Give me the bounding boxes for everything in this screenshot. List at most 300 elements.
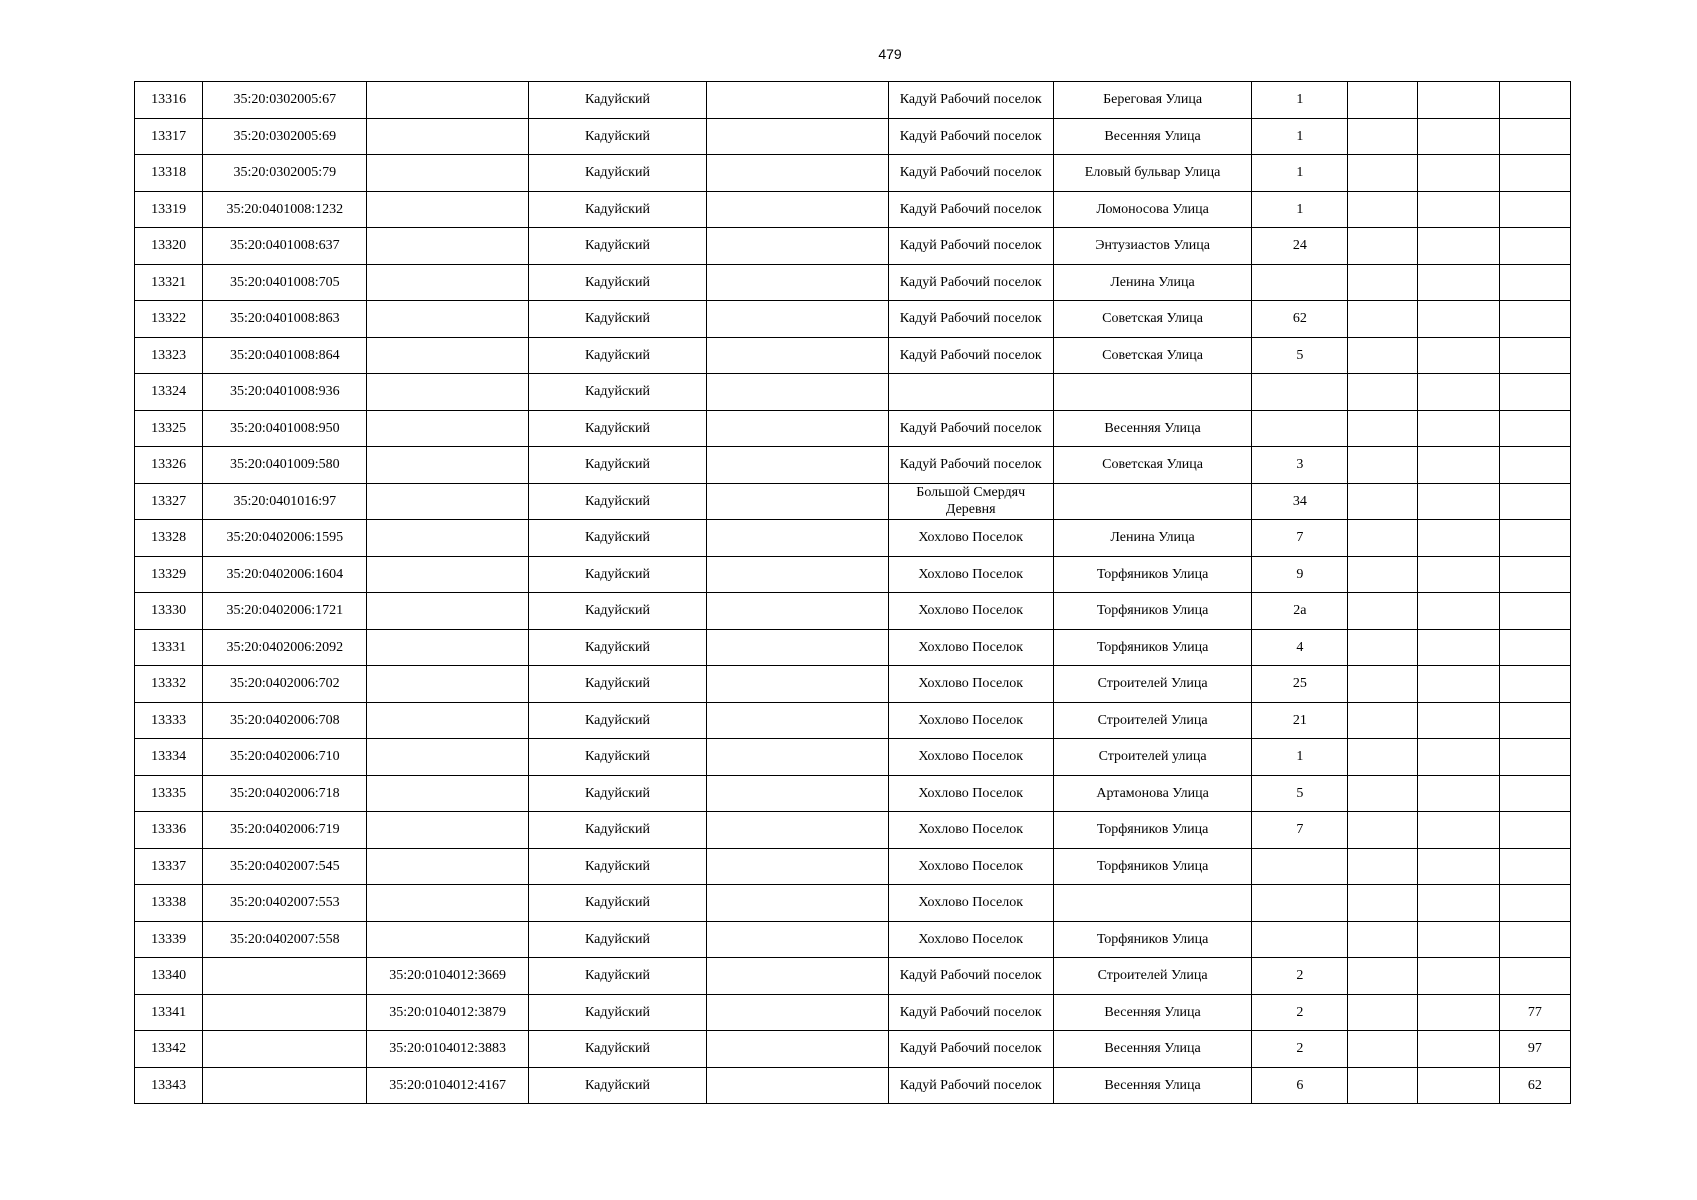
building-cell bbox=[1348, 1031, 1417, 1068]
building-cell bbox=[1348, 337, 1417, 374]
linked-cadastral-number-cell bbox=[367, 885, 528, 922]
table-row bbox=[135, 337, 1571, 374]
municipality-cell bbox=[707, 483, 888, 520]
house-number-cell: 2 bbox=[1252, 1031, 1348, 1068]
structure-cell bbox=[1417, 1067, 1499, 1104]
municipality-cell bbox=[707, 264, 888, 301]
row-number-cell: 13337 bbox=[135, 848, 203, 885]
district-cell: Кадуйский bbox=[528, 958, 706, 995]
table-row bbox=[135, 374, 1571, 411]
settlement-cell: Хохлово Поселок bbox=[888, 848, 1053, 885]
street-cell: Торфяников Улица bbox=[1053, 593, 1251, 630]
cadastral-number-cell: 35:20:0401008:936 bbox=[203, 374, 367, 411]
municipality-cell bbox=[707, 155, 888, 192]
table-row bbox=[135, 1067, 1571, 1104]
structure-cell bbox=[1417, 337, 1499, 374]
building-cell bbox=[1348, 374, 1417, 411]
row-number-cell: 13332 bbox=[135, 666, 203, 703]
district-cell: Кадуйский bbox=[528, 1067, 706, 1104]
building-cell bbox=[1348, 958, 1417, 995]
linked-cadastral-number-cell bbox=[367, 775, 528, 812]
apartment-cell bbox=[1499, 337, 1570, 374]
building-cell bbox=[1348, 155, 1417, 192]
cadastral-number-cell: 35:20:0401008:1232 bbox=[203, 191, 367, 228]
apartment-cell bbox=[1499, 520, 1570, 557]
municipality-cell bbox=[707, 118, 888, 155]
street-cell: Береговая Улица bbox=[1053, 82, 1251, 119]
apartment-cell: 62 bbox=[1499, 1067, 1570, 1104]
cadastral-number-cell: 35:20:0401008:864 bbox=[203, 337, 367, 374]
cadastral-number-cell: 35:20:0402006:710 bbox=[203, 739, 367, 776]
row-number-cell: 13338 bbox=[135, 885, 203, 922]
building-cell bbox=[1348, 921, 1417, 958]
street-cell: Строителей Улица bbox=[1053, 666, 1251, 703]
table-row bbox=[135, 666, 1571, 703]
house-number-cell: 24 bbox=[1252, 228, 1348, 265]
row-number-cell: 13316 bbox=[135, 82, 203, 119]
table-row bbox=[135, 264, 1571, 301]
house-number-cell bbox=[1252, 374, 1348, 411]
apartment-cell bbox=[1499, 155, 1570, 192]
district-cell: Кадуйский bbox=[528, 1031, 706, 1068]
district-cell: Кадуйский bbox=[528, 994, 706, 1031]
apartment-cell bbox=[1499, 593, 1570, 630]
settlement-cell: Кадуй Рабочий поселок bbox=[888, 228, 1053, 265]
table-row bbox=[135, 593, 1571, 630]
linked-cadastral-number-cell bbox=[367, 264, 528, 301]
municipality-cell bbox=[707, 1031, 888, 1068]
house-number-cell: 7 bbox=[1252, 520, 1348, 557]
settlement-cell: Кадуй Рабочий поселок bbox=[888, 337, 1053, 374]
house-number-cell bbox=[1252, 410, 1348, 447]
district-cell: Кадуйский bbox=[528, 629, 706, 666]
street-cell: Еловый бульвар Улица bbox=[1053, 155, 1251, 192]
settlement-cell: Хохлово Поселок bbox=[888, 556, 1053, 593]
settlement-cell: Хохлово Поселок bbox=[888, 885, 1053, 922]
street-cell: Советская Улица bbox=[1053, 447, 1251, 484]
building-cell bbox=[1348, 118, 1417, 155]
structure-cell bbox=[1417, 812, 1499, 849]
cadastral-number-cell bbox=[203, 958, 367, 995]
building-cell bbox=[1348, 848, 1417, 885]
settlement-cell: Кадуй Рабочий поселок bbox=[888, 447, 1053, 484]
apartment-cell bbox=[1499, 629, 1570, 666]
table-row bbox=[135, 228, 1571, 265]
house-number-cell: 9 bbox=[1252, 556, 1348, 593]
municipality-cell bbox=[707, 739, 888, 776]
row-number-cell: 13342 bbox=[135, 1031, 203, 1068]
structure-cell bbox=[1417, 155, 1499, 192]
row-number-cell: 13319 bbox=[135, 191, 203, 228]
row-number-cell: 13331 bbox=[135, 629, 203, 666]
house-number-cell: 7 bbox=[1252, 812, 1348, 849]
building-cell bbox=[1348, 739, 1417, 776]
apartment-cell bbox=[1499, 410, 1570, 447]
linked-cadastral-number-cell bbox=[367, 629, 528, 666]
table-row bbox=[135, 885, 1571, 922]
row-number-cell: 13343 bbox=[135, 1067, 203, 1104]
house-number-cell bbox=[1252, 921, 1348, 958]
linked-cadastral-number-cell bbox=[367, 228, 528, 265]
street-cell: Строителей Улица bbox=[1053, 958, 1251, 995]
linked-cadastral-number-cell bbox=[367, 812, 528, 849]
street-cell bbox=[1053, 374, 1251, 411]
apartment-cell bbox=[1499, 483, 1570, 520]
table-row bbox=[135, 301, 1571, 338]
cadastral-number-cell bbox=[203, 1031, 367, 1068]
linked-cadastral-number-cell bbox=[367, 191, 528, 228]
street-cell: Весенняя Улица bbox=[1053, 410, 1251, 447]
street-cell: Торфяников Улица bbox=[1053, 629, 1251, 666]
house-number-cell: 21 bbox=[1252, 702, 1348, 739]
district-cell: Кадуйский bbox=[528, 885, 706, 922]
municipality-cell bbox=[707, 82, 888, 119]
structure-cell bbox=[1417, 447, 1499, 484]
municipality-cell bbox=[707, 812, 888, 849]
municipality-cell bbox=[707, 447, 888, 484]
table-row bbox=[135, 739, 1571, 776]
table-row bbox=[135, 921, 1571, 958]
street-cell: Весенняя Улица bbox=[1053, 118, 1251, 155]
house-number-cell: 5 bbox=[1252, 337, 1348, 374]
apartment-cell bbox=[1499, 191, 1570, 228]
apartment-cell bbox=[1499, 82, 1570, 119]
building-cell bbox=[1348, 775, 1417, 812]
cadastral-number-cell: 35:20:0402006:1595 bbox=[203, 520, 367, 557]
house-number-cell: 2 bbox=[1252, 958, 1348, 995]
building-cell bbox=[1348, 520, 1417, 557]
district-cell: Кадуйский bbox=[528, 848, 706, 885]
table-row bbox=[135, 556, 1571, 593]
municipality-cell bbox=[707, 885, 888, 922]
cadastral-number-cell: 35:20:0402006:1721 bbox=[203, 593, 367, 630]
cadastral-number-cell: 35:20:0402007:558 bbox=[203, 921, 367, 958]
linked-cadastral-number-cell bbox=[367, 593, 528, 630]
linked-cadastral-number-cell bbox=[367, 520, 528, 557]
linked-cadastral-number-cell bbox=[367, 155, 528, 192]
structure-cell bbox=[1417, 374, 1499, 411]
street-cell: Строителей Улица bbox=[1053, 702, 1251, 739]
settlement-cell: Хохлово Поселок bbox=[888, 520, 1053, 557]
municipality-cell bbox=[707, 848, 888, 885]
district-cell: Кадуйский bbox=[528, 739, 706, 776]
cadastral-number-cell: 35:20:0402006:718 bbox=[203, 775, 367, 812]
linked-cadastral-number-cell: 35:20:0104012:4167 bbox=[367, 1067, 528, 1104]
cadastral-number-cell: 35:20:0402007:553 bbox=[203, 885, 367, 922]
settlement-cell: Хохлово Поселок bbox=[888, 629, 1053, 666]
street-cell: Весенняя Улица bbox=[1053, 994, 1251, 1031]
row-number-cell: 13328 bbox=[135, 520, 203, 557]
linked-cadastral-number-cell bbox=[367, 702, 528, 739]
house-number-cell: 25 bbox=[1252, 666, 1348, 703]
settlement-cell: Кадуй Рабочий поселок bbox=[888, 994, 1053, 1031]
municipality-cell bbox=[707, 301, 888, 338]
table-row bbox=[135, 994, 1571, 1031]
settlement-cell: Кадуй Рабочий поселок bbox=[888, 82, 1053, 119]
linked-cadastral-number-cell bbox=[367, 337, 528, 374]
structure-cell bbox=[1417, 958, 1499, 995]
structure-cell bbox=[1417, 885, 1499, 922]
settlement-cell: Хохлово Поселок bbox=[888, 812, 1053, 849]
structure-cell bbox=[1417, 702, 1499, 739]
apartment-cell bbox=[1499, 447, 1570, 484]
house-number-cell bbox=[1252, 885, 1348, 922]
municipality-cell bbox=[707, 775, 888, 812]
table-row bbox=[135, 191, 1571, 228]
building-cell bbox=[1348, 994, 1417, 1031]
municipality-cell bbox=[707, 666, 888, 703]
building-cell bbox=[1348, 301, 1417, 338]
street-cell: Ленина Улица bbox=[1053, 264, 1251, 301]
street-cell: Артамонова Улица bbox=[1053, 775, 1251, 812]
building-cell bbox=[1348, 191, 1417, 228]
apartment-cell bbox=[1499, 702, 1570, 739]
street-cell: Торфяников Улица bbox=[1053, 556, 1251, 593]
apartment-cell bbox=[1499, 118, 1570, 155]
table-row bbox=[135, 155, 1571, 192]
street-cell: Ленина Улица bbox=[1053, 520, 1251, 557]
linked-cadastral-number-cell bbox=[367, 921, 528, 958]
municipality-cell bbox=[707, 410, 888, 447]
registry-table bbox=[134, 81, 1571, 1104]
district-cell: Кадуйский bbox=[528, 228, 706, 265]
structure-cell bbox=[1417, 629, 1499, 666]
municipality-cell bbox=[707, 556, 888, 593]
apartment-cell bbox=[1499, 848, 1570, 885]
house-number-cell: 2 bbox=[1252, 994, 1348, 1031]
table-row bbox=[135, 812, 1571, 849]
municipality-cell bbox=[707, 994, 888, 1031]
linked-cadastral-number-cell bbox=[367, 739, 528, 776]
linked-cadastral-number-cell: 35:20:0104012:3879 bbox=[367, 994, 528, 1031]
house-number-cell: 1 bbox=[1252, 155, 1348, 192]
municipality-cell bbox=[707, 1067, 888, 1104]
house-number-cell bbox=[1252, 848, 1348, 885]
settlement-cell: Кадуй Рабочий поселок bbox=[888, 1031, 1053, 1068]
apartment-cell: 77 bbox=[1499, 994, 1570, 1031]
municipality-cell bbox=[707, 337, 888, 374]
district-cell: Кадуйский bbox=[528, 118, 706, 155]
building-cell bbox=[1348, 483, 1417, 520]
street-cell bbox=[1053, 483, 1251, 520]
district-cell: Кадуйский bbox=[528, 921, 706, 958]
cadastral-number-cell: 35:20:0402006:1604 bbox=[203, 556, 367, 593]
settlement-cell: Кадуй Рабочий поселок bbox=[888, 264, 1053, 301]
cadastral-number-cell: 35:20:0401008:705 bbox=[203, 264, 367, 301]
settlement-cell: Кадуй Рабочий поселок bbox=[888, 410, 1053, 447]
row-number-cell: 13326 bbox=[135, 447, 203, 484]
table-row bbox=[135, 1031, 1571, 1068]
house-number-cell: 1 bbox=[1252, 739, 1348, 776]
structure-cell bbox=[1417, 228, 1499, 265]
apartment-cell bbox=[1499, 556, 1570, 593]
table-body bbox=[135, 82, 1571, 1104]
settlement-cell: Хохлово Поселок bbox=[888, 593, 1053, 630]
municipality-cell bbox=[707, 629, 888, 666]
structure-cell bbox=[1417, 994, 1499, 1031]
row-number-cell: 13341 bbox=[135, 994, 203, 1031]
settlement-cell: Хохлово Поселок bbox=[888, 739, 1053, 776]
row-number-cell: 13327 bbox=[135, 483, 203, 520]
building-cell bbox=[1348, 702, 1417, 739]
district-cell: Кадуйский bbox=[528, 483, 706, 520]
table-row bbox=[135, 447, 1571, 484]
structure-cell bbox=[1417, 483, 1499, 520]
cadastral-number-cell: 35:20:0402006:2092 bbox=[203, 629, 367, 666]
linked-cadastral-number-cell bbox=[367, 483, 528, 520]
settlement-cell: Хохлово Поселок bbox=[888, 702, 1053, 739]
apartment-cell bbox=[1499, 885, 1570, 922]
municipality-cell bbox=[707, 702, 888, 739]
house-number-cell: 1 bbox=[1252, 191, 1348, 228]
row-number-cell: 13330 bbox=[135, 593, 203, 630]
apartment-cell bbox=[1499, 812, 1570, 849]
settlement-cell: Кадуй Рабочий поселок bbox=[888, 191, 1053, 228]
settlement-cell: Кадуй Рабочий поселок bbox=[888, 118, 1053, 155]
row-number-cell: 13322 bbox=[135, 301, 203, 338]
structure-cell bbox=[1417, 556, 1499, 593]
street-cell: Весенняя Улица bbox=[1053, 1031, 1251, 1068]
municipality-cell bbox=[707, 191, 888, 228]
row-number-cell: 13321 bbox=[135, 264, 203, 301]
settlement-cell: Кадуй Рабочий поселок bbox=[888, 1067, 1053, 1104]
settlement-cell bbox=[888, 374, 1053, 411]
district-cell: Кадуйский bbox=[528, 593, 706, 630]
house-number-cell: 2а bbox=[1252, 593, 1348, 630]
linked-cadastral-number-cell bbox=[367, 82, 528, 119]
street-cell: Советская Улица bbox=[1053, 337, 1251, 374]
cadastral-number-cell: 35:20:0401008:637 bbox=[203, 228, 367, 265]
cadastral-number-cell: 35:20:0402006:702 bbox=[203, 666, 367, 703]
municipality-cell bbox=[707, 520, 888, 557]
apartment-cell bbox=[1499, 228, 1570, 265]
table-row bbox=[135, 958, 1571, 995]
street-cell: Торфяников Улица bbox=[1053, 848, 1251, 885]
apartment-cell bbox=[1499, 775, 1570, 812]
building-cell bbox=[1348, 812, 1417, 849]
street-cell: Советская Улица bbox=[1053, 301, 1251, 338]
structure-cell bbox=[1417, 593, 1499, 630]
district-cell: Кадуйский bbox=[528, 337, 706, 374]
building-cell bbox=[1348, 556, 1417, 593]
municipality-cell bbox=[707, 228, 888, 265]
house-number-cell: 62 bbox=[1252, 301, 1348, 338]
page-number: 479 bbox=[878, 46, 902, 62]
cadastral-number-cell: 35:20:0302005:79 bbox=[203, 155, 367, 192]
house-number-cell: 6 bbox=[1252, 1067, 1348, 1104]
linked-cadastral-number-cell: 35:20:0104012:3669 bbox=[367, 958, 528, 995]
cadastral-number-cell: 35:20:0401008:950 bbox=[203, 410, 367, 447]
row-number-cell: 13329 bbox=[135, 556, 203, 593]
linked-cadastral-number-cell bbox=[367, 118, 528, 155]
settlement-cell: Хохлово Поселок bbox=[888, 921, 1053, 958]
table-row bbox=[135, 702, 1571, 739]
settlement-cell: Кадуй Рабочий поселок bbox=[888, 958, 1053, 995]
municipality-cell bbox=[707, 921, 888, 958]
apartment-cell bbox=[1499, 739, 1570, 776]
building-cell bbox=[1348, 447, 1417, 484]
linked-cadastral-number-cell bbox=[367, 666, 528, 703]
settlement-cell: Хохлово Поселок bbox=[888, 775, 1053, 812]
building-cell bbox=[1348, 410, 1417, 447]
row-number-cell: 13323 bbox=[135, 337, 203, 374]
district-cell: Кадуйский bbox=[528, 556, 706, 593]
street-cell: Весенняя Улица bbox=[1053, 1067, 1251, 1104]
apartment-cell bbox=[1499, 374, 1570, 411]
district-cell: Кадуйский bbox=[528, 775, 706, 812]
district-cell: Кадуйский bbox=[528, 702, 706, 739]
row-number-cell: 13317 bbox=[135, 118, 203, 155]
apartment-cell bbox=[1499, 264, 1570, 301]
house-number-cell bbox=[1252, 264, 1348, 301]
municipality-cell bbox=[707, 374, 888, 411]
row-number-cell: 13333 bbox=[135, 702, 203, 739]
house-number-cell: 4 bbox=[1252, 629, 1348, 666]
district-cell: Кадуйский bbox=[528, 155, 706, 192]
street-cell: Ломоносова Улица bbox=[1053, 191, 1251, 228]
district-cell: Кадуйский bbox=[528, 812, 706, 849]
structure-cell bbox=[1417, 921, 1499, 958]
cadastral-number-cell: 35:20:0401009:580 bbox=[203, 447, 367, 484]
row-number-cell: 13336 bbox=[135, 812, 203, 849]
district-cell: Кадуйский bbox=[528, 191, 706, 228]
linked-cadastral-number-cell bbox=[367, 374, 528, 411]
cadastral-number-cell: 35:20:0302005:69 bbox=[203, 118, 367, 155]
building-cell bbox=[1348, 593, 1417, 630]
building-cell bbox=[1348, 82, 1417, 119]
row-number-cell: 13325 bbox=[135, 410, 203, 447]
table-row bbox=[135, 483, 1571, 520]
district-cell: Кадуйский bbox=[528, 301, 706, 338]
linked-cadastral-number-cell bbox=[367, 447, 528, 484]
district-cell: Кадуйский bbox=[528, 447, 706, 484]
structure-cell bbox=[1417, 848, 1499, 885]
apartment-cell bbox=[1499, 958, 1570, 995]
house-number-cell: 5 bbox=[1252, 775, 1348, 812]
cadastral-number-cell bbox=[203, 1067, 367, 1104]
linked-cadastral-number-cell bbox=[367, 848, 528, 885]
linked-cadastral-number-cell bbox=[367, 410, 528, 447]
house-number-cell: 34 bbox=[1252, 483, 1348, 520]
row-number-cell: 13334 bbox=[135, 739, 203, 776]
building-cell bbox=[1348, 885, 1417, 922]
table-row bbox=[135, 520, 1571, 557]
structure-cell bbox=[1417, 520, 1499, 557]
settlement-cell: Кадуй Рабочий поселок bbox=[888, 301, 1053, 338]
apartment-cell bbox=[1499, 921, 1570, 958]
house-number-cell: 1 bbox=[1252, 82, 1348, 119]
table-row bbox=[135, 848, 1571, 885]
table-row bbox=[135, 82, 1571, 119]
structure-cell bbox=[1417, 666, 1499, 703]
municipality-cell bbox=[707, 593, 888, 630]
building-cell bbox=[1348, 264, 1417, 301]
structure-cell bbox=[1417, 1031, 1499, 1068]
structure-cell bbox=[1417, 82, 1499, 119]
district-cell: Кадуйский bbox=[528, 520, 706, 557]
linked-cadastral-number-cell bbox=[367, 556, 528, 593]
cadastral-number-cell: 35:20:0401016:97 bbox=[203, 483, 367, 520]
linked-cadastral-number-cell bbox=[367, 301, 528, 338]
district-cell: Кадуйский bbox=[528, 374, 706, 411]
settlement-cell: Кадуй Рабочий поселок bbox=[888, 155, 1053, 192]
row-number-cell: 13324 bbox=[135, 374, 203, 411]
building-cell bbox=[1348, 629, 1417, 666]
street-cell: Торфяников Улица bbox=[1053, 812, 1251, 849]
row-number-cell: 13318 bbox=[135, 155, 203, 192]
settlement-cell: Большой Смердяч Деревня bbox=[888, 483, 1053, 520]
street-cell: Строителей улица bbox=[1053, 739, 1251, 776]
